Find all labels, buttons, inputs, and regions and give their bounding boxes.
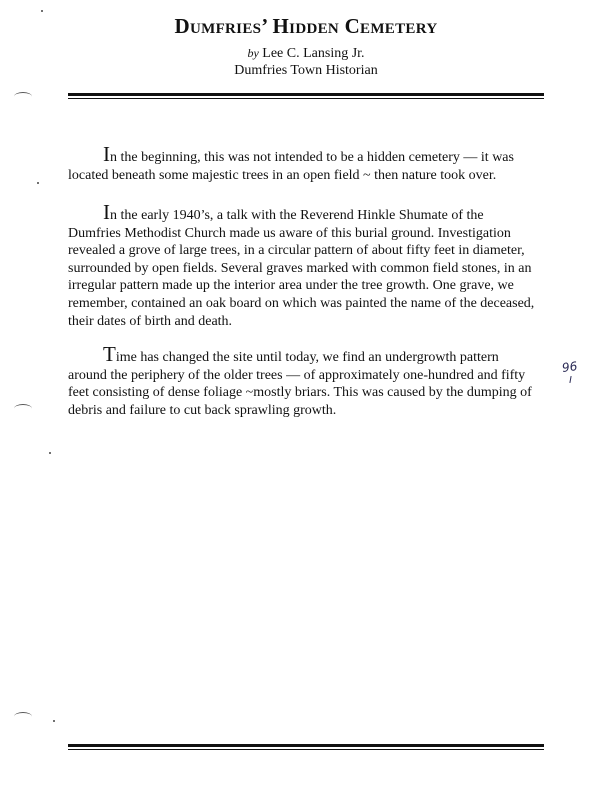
author-line	[0, 45, 612, 62]
paragraph-line: surrounded by open fields. Several graves marked with common field stones, in an	[68, 260, 532, 276]
scan-speck	[37, 182, 39, 184]
paragraph-line: Dumfries Methodist Church made us aware of this burial ground. Investigation	[68, 225, 511, 241]
paragraph-line: debris and failure to cut back sprawling growth.	[68, 402, 337, 418]
paragraph-line: their dates of birth and death.	[68, 313, 233, 329]
paragraph-line: around the periphery of the older trees — of approximately one-hundred and fifty	[68, 367, 526, 383]
byline	[0, 45, 612, 79]
drop-cap: I	[103, 142, 110, 166]
paragraph-3	[68, 342, 553, 419]
by-word: by	[247, 46, 259, 60]
divider-thick	[68, 93, 544, 96]
author-name: Lee C. Lansing Jr.	[262, 46, 365, 61]
document-title: Dumfries’ Hidden Cemetery	[174, 14, 438, 38]
handwritten-page-note: 96	[561, 359, 579, 375]
paragraph-line: In the beginning, this was not intended to be a hidden cemetery — it was	[103, 142, 514, 166]
header-divider	[68, 93, 544, 99]
paragraph-line: located beneath some majestic trees in an open field ~ then nature took over.	[68, 167, 497, 183]
footer-divider	[68, 744, 544, 750]
scan-speck	[49, 452, 51, 454]
divider-thick	[68, 744, 544, 747]
scan-speck	[53, 720, 55, 722]
divider-thin	[68, 98, 544, 99]
scan-speck	[41, 10, 43, 12]
paragraph-line: irregular pattern made up the interior area under the tree growth. One grave, we	[68, 278, 514, 294]
drop-cap: I	[103, 200, 110, 224]
paragraph-2	[68, 200, 553, 330]
punch-hole-mark	[14, 92, 32, 101]
handwritten-tick-mark	[569, 376, 571, 383]
divider-thin	[68, 749, 544, 750]
paragraph-line: remember, contained an oak board on which was painted the name of the deceased,	[68, 295, 535, 311]
paragraph-1	[68, 142, 553, 184]
author-role: Dumfries Town Historian	[234, 63, 378, 78]
drop-cap: T	[103, 342, 116, 366]
paragraph-line: revealed a grove of large trees, in a circular pattern of about fifty feet in diameter,	[68, 243, 525, 259]
punch-hole-mark	[14, 404, 32, 413]
punch-hole-mark	[14, 712, 32, 721]
paragraph-line: feet consisting of dense foliage ~mostly briars. This was caused by the dumping of	[68, 385, 532, 401]
paragraph-line: In the early 1940’s, a talk with the Reverend Hinkle Shumate of the	[103, 200, 484, 224]
paragraph-line: Time has changed the site until today, we find an undergrowth pattern	[103, 342, 499, 366]
